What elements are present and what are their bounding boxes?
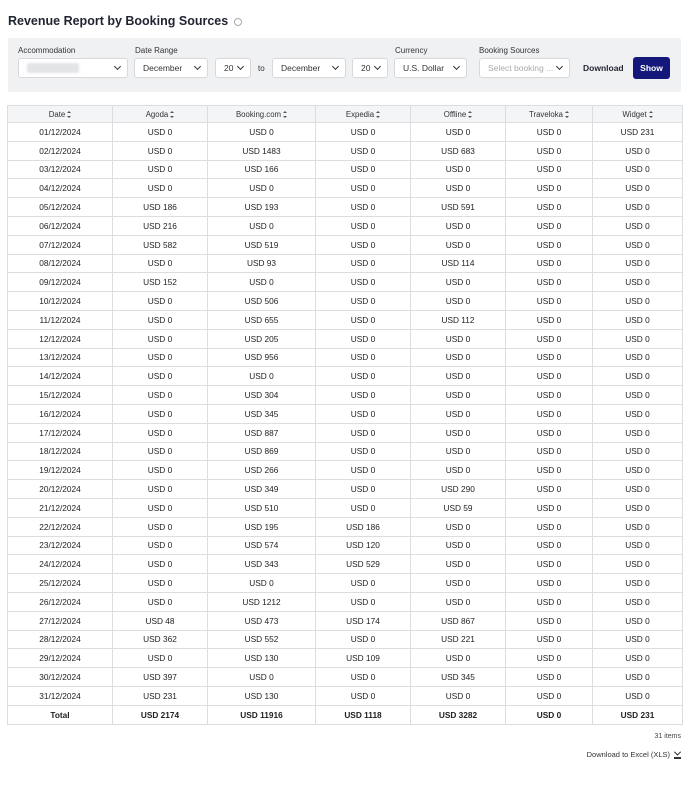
- table-cell: USD 0: [113, 348, 208, 367]
- table-cell: 18/12/2024: [8, 442, 113, 461]
- table-cell: USD 205: [208, 329, 316, 348]
- chevron-down-icon: [556, 63, 563, 70]
- table-cell: USD 0: [411, 367, 506, 386]
- table-cell: 12/12/2024: [8, 329, 113, 348]
- table-cell: 25/12/2024: [8, 574, 113, 593]
- table-cell: USD 869: [208, 442, 316, 461]
- table-cell: USD 0: [411, 423, 506, 442]
- table-cell: USD 130: [208, 649, 316, 668]
- table-cell: USD 0: [593, 442, 683, 461]
- date-range-label: Date Range: [135, 46, 178, 55]
- table-cell: USD 0: [593, 160, 683, 179]
- table-cell: USD 0: [506, 254, 593, 273]
- table-cell: USD 0: [113, 480, 208, 499]
- table-row: [8, 273, 683, 292]
- table-row: [8, 461, 683, 480]
- table-cell: USD 0: [113, 574, 208, 593]
- table-cell: 15/12/2024: [8, 386, 113, 405]
- table-cell: USD 0: [506, 536, 593, 555]
- table-row: [8, 404, 683, 423]
- table-cell: USD 0: [506, 517, 593, 536]
- table-cell: 22/12/2024: [8, 517, 113, 536]
- table-cell: 20/12/2024: [8, 480, 113, 499]
- table-cell: USD 0: [593, 235, 683, 254]
- column-header-date[interactable]: Date: [8, 106, 113, 123]
- table-cell: USD 109: [316, 649, 411, 668]
- table-cell: USD 0: [593, 329, 683, 348]
- table-cell: USD 0: [593, 649, 683, 668]
- table-cell: USD 0: [411, 517, 506, 536]
- table-cell: USD 266: [208, 461, 316, 480]
- table-cell: 21/12/2024: [8, 498, 113, 517]
- table-row: [8, 329, 683, 348]
- table-cell: USD 0: [593, 611, 683, 630]
- table-cell: USD 0: [593, 141, 683, 160]
- table-cell: 26/12/2024: [8, 592, 113, 611]
- table-cell: USD 193: [208, 198, 316, 217]
- table-row: [8, 254, 683, 273]
- table-cell: USD 345: [208, 404, 316, 423]
- table-cell: USD 0: [411, 536, 506, 555]
- table-cell: USD 290: [411, 480, 506, 499]
- table-cell: USD 0: [506, 668, 593, 687]
- table-cell: USD 0: [316, 574, 411, 593]
- table-cell: USD 0: [316, 386, 411, 405]
- table-cell: USD 221: [411, 630, 506, 649]
- table-cell: USD 0: [506, 216, 593, 235]
- chevron-down-icon: [114, 63, 121, 70]
- table-cell: USD 552: [208, 630, 316, 649]
- table-cell: USD 655: [208, 310, 316, 329]
- table-cell: USD 0: [506, 592, 593, 611]
- table-cell: USD 0: [506, 404, 593, 423]
- table-cell: USD 0: [113, 123, 208, 142]
- accommodation-select[interactable]: [18, 58, 128, 78]
- table-row: [8, 386, 683, 405]
- table-cell: 16/12/2024: [8, 404, 113, 423]
- table-cell: USD 0: [316, 310, 411, 329]
- table-cell: USD 0: [506, 141, 593, 160]
- table-cell: USD 0: [506, 386, 593, 405]
- booking-sources-select[interactable]: Select booking ...: [479, 58, 570, 78]
- table-row: [8, 179, 683, 198]
- table-cell: USD 0: [411, 273, 506, 292]
- table-cell: USD 0: [411, 123, 506, 142]
- table-cell: USD 0: [316, 461, 411, 480]
- table-cell: USD 0: [316, 273, 411, 292]
- table-cell: USD 0: [506, 310, 593, 329]
- table-cell: USD 0: [208, 668, 316, 687]
- table-cell: 13/12/2024: [8, 348, 113, 367]
- table-cell: USD 0: [593, 498, 683, 517]
- table-cell: USD 0: [113, 310, 208, 329]
- table-cell: USD 0: [411, 329, 506, 348]
- table-cell: USD 0: [593, 348, 683, 367]
- table-cell: USD 0: [411, 404, 506, 423]
- booking-sources-label: Booking Sources: [479, 46, 540, 55]
- table-cell: USD 0: [411, 160, 506, 179]
- column-header-booking-com[interactable]: Booking.com: [208, 106, 316, 123]
- show-button[interactable]: Show: [633, 57, 670, 79]
- table-cell: USD 0: [506, 480, 593, 499]
- table-row: [8, 686, 683, 705]
- table-cell: USD 0: [593, 592, 683, 611]
- table-cell: 30/12/2024: [8, 668, 113, 687]
- table-cell: USD 0: [316, 254, 411, 273]
- table-cell: 29/12/2024: [8, 649, 113, 668]
- table-cell: USD 0: [593, 574, 683, 593]
- table-cell: USD 0: [113, 442, 208, 461]
- table-cell: USD 0: [593, 423, 683, 442]
- table-cell: 04/12/2024: [8, 179, 113, 198]
- table-row: [8, 423, 683, 442]
- table-cell: USD 0: [593, 386, 683, 405]
- table-cell: USD 0: [593, 461, 683, 480]
- table-cell: USD 343: [208, 555, 316, 574]
- chevron-down-icon: [332, 63, 339, 70]
- table-cell: USD 152: [113, 273, 208, 292]
- table-cell: USD 0: [593, 480, 683, 499]
- table-cell: 27/12/2024: [8, 611, 113, 630]
- table-cell: 31/12/2024: [8, 686, 113, 705]
- table-cell: USD 0: [593, 254, 683, 273]
- table-cell: USD 0: [113, 517, 208, 536]
- table-cell: USD 0: [411, 574, 506, 593]
- to-year-select[interactable]: 20: [352, 58, 388, 78]
- table-cell: USD 0: [316, 179, 411, 198]
- currency-label: Currency: [395, 46, 428, 55]
- table-cell: USD 231: [593, 123, 683, 142]
- table-cell: USD 0: [113, 555, 208, 574]
- table-cell: USD 0: [506, 160, 593, 179]
- table-cell: USD 0: [316, 592, 411, 611]
- table-cell: USD 0: [208, 273, 316, 292]
- table-cell: 09/12/2024: [8, 273, 113, 292]
- table-cell: USD 0: [411, 179, 506, 198]
- table-cell: USD 0: [113, 292, 208, 311]
- table-row: [8, 574, 683, 593]
- accommodation-value-blurred: [27, 63, 79, 73]
- table-cell: USD 0: [113, 386, 208, 405]
- table-cell: USD 0: [411, 461, 506, 480]
- table-cell: USD 0: [316, 235, 411, 254]
- table-cell: USD 0: [411, 386, 506, 405]
- table-cell: USD 0: [113, 141, 208, 160]
- table-cell: USD 0: [113, 536, 208, 555]
- table-cell: USD 0: [316, 123, 411, 142]
- table-cell: USD 0: [411, 442, 506, 461]
- sort-icon[interactable]: [649, 111, 653, 118]
- table-cell: USD 0: [411, 216, 506, 235]
- total-cell: USD 3282: [411, 705, 506, 724]
- table-cell: USD 231: [113, 686, 208, 705]
- total-cell: USD 231: [593, 705, 683, 724]
- table-cell: USD 0: [593, 404, 683, 423]
- table-cell: 03/12/2024: [8, 160, 113, 179]
- table-cell: USD 0: [208, 574, 316, 593]
- table-cell: USD 0: [506, 649, 593, 668]
- table-cell: USD 112: [411, 310, 506, 329]
- total-cell: USD 0: [506, 705, 593, 724]
- column-header-expedia[interactable]: Expedia: [316, 106, 411, 123]
- info-icon[interactable]: [234, 18, 242, 26]
- table-cell: USD 0: [411, 292, 506, 311]
- table-cell: USD 216: [113, 216, 208, 235]
- table-cell: USD 120: [316, 536, 411, 555]
- table-cell: USD 130: [208, 686, 316, 705]
- table-cell: USD 59: [411, 498, 506, 517]
- table-cell: USD 0: [113, 160, 208, 179]
- table-row: [8, 498, 683, 517]
- table-cell: USD 0: [506, 630, 593, 649]
- table-cell: USD 0: [411, 235, 506, 254]
- revenue-table: [7, 105, 683, 725]
- table-cell: USD 0: [593, 179, 683, 198]
- table-cell: USD 0: [506, 574, 593, 593]
- table-cell: USD 0: [593, 555, 683, 574]
- table-cell: USD 0: [411, 348, 506, 367]
- table-cell: 10/12/2024: [8, 292, 113, 311]
- table-cell: USD 0: [506, 555, 593, 574]
- table-row: [8, 555, 683, 574]
- table-cell: USD 683: [411, 141, 506, 160]
- table-cell: USD 0: [113, 179, 208, 198]
- table-cell: USD 186: [113, 198, 208, 217]
- table-row: [8, 367, 683, 386]
- table-row: [8, 649, 683, 668]
- column-header-offline[interactable]: Offline: [411, 106, 506, 123]
- table-cell: 14/12/2024: [8, 367, 113, 386]
- table-cell: USD 0: [113, 423, 208, 442]
- table-cell: USD 0: [316, 686, 411, 705]
- table-cell: USD 0: [411, 686, 506, 705]
- table-cell: USD 0: [316, 630, 411, 649]
- table-row: [8, 235, 683, 254]
- table-cell: USD 867: [411, 611, 506, 630]
- table-cell: USD 186: [316, 517, 411, 536]
- table-row: [8, 630, 683, 649]
- table-cell: 05/12/2024: [8, 198, 113, 217]
- table-cell: USD 0: [506, 367, 593, 386]
- sort-icon[interactable]: [565, 111, 569, 118]
- table-cell: USD 174: [316, 611, 411, 630]
- table-cell: USD 0: [113, 404, 208, 423]
- table-cell: USD 0: [593, 367, 683, 386]
- table-row: [8, 198, 683, 217]
- filter-bar: [8, 38, 681, 92]
- table-cell: 11/12/2024: [8, 310, 113, 329]
- table-row: [8, 141, 683, 160]
- table-cell: USD 0: [208, 367, 316, 386]
- table-cell: USD 304: [208, 386, 316, 405]
- table-cell: USD 0: [593, 536, 683, 555]
- table-cell: USD 166: [208, 160, 316, 179]
- table-cell: USD 0: [506, 292, 593, 311]
- table-cell: USD 1212: [208, 592, 316, 611]
- table-cell: USD 0: [506, 686, 593, 705]
- table-cell: USD 0: [208, 123, 316, 142]
- total-cell: USD 11916: [208, 705, 316, 724]
- table-row: [8, 216, 683, 235]
- table-cell: USD 0: [593, 273, 683, 292]
- table-cell: USD 0: [506, 348, 593, 367]
- download-excel-link[interactable]: Download to Excel (XLS): [587, 750, 681, 759]
- table-cell: USD 0: [593, 310, 683, 329]
- table-cell: USD 114: [411, 254, 506, 273]
- table-cell: 24/12/2024: [8, 555, 113, 574]
- table-cell: USD 956: [208, 348, 316, 367]
- table-cell: USD 473: [208, 611, 316, 630]
- table-cell: USD 510: [208, 498, 316, 517]
- table-cell: USD 195: [208, 517, 316, 536]
- table-cell: USD 529: [316, 555, 411, 574]
- from-month-select[interactable]: December: [134, 58, 208, 78]
- column-header-widget[interactable]: Widget: [593, 106, 683, 123]
- table-cell: 02/12/2024: [8, 141, 113, 160]
- table-row: [8, 592, 683, 611]
- date-range-to-text: to: [258, 64, 265, 73]
- table-cell: USD 0: [316, 480, 411, 499]
- table-cell: USD 48: [113, 611, 208, 630]
- from-year-select[interactable]: 20: [215, 58, 251, 78]
- table-cell: USD 349: [208, 480, 316, 499]
- table-cell: USD 0: [316, 498, 411, 517]
- table-cell: 19/12/2024: [8, 461, 113, 480]
- table-row: [8, 517, 683, 536]
- table-cell: USD 0: [506, 423, 593, 442]
- chevron-down-icon: [453, 63, 460, 70]
- table-cell: USD 0: [506, 611, 593, 630]
- table-cell: USD 0: [316, 141, 411, 160]
- table-cell: USD 0: [316, 329, 411, 348]
- table-row: [8, 310, 683, 329]
- currency-select[interactable]: U.S. Dollar: [394, 58, 467, 78]
- sort-icon[interactable]: [283, 111, 287, 118]
- table-row: [8, 442, 683, 461]
- table-cell: USD 0: [113, 329, 208, 348]
- total-cell: Total: [8, 705, 113, 724]
- table-row: [8, 611, 683, 630]
- table-cell: USD 0: [316, 442, 411, 461]
- table-cell: USD 0: [411, 592, 506, 611]
- table-row: [8, 348, 683, 367]
- table-cell: USD 0: [316, 198, 411, 217]
- table-row: [8, 668, 683, 687]
- table-row: [8, 292, 683, 311]
- table-row: [8, 536, 683, 555]
- table-cell: 07/12/2024: [8, 235, 113, 254]
- table-cell: 01/12/2024: [8, 123, 113, 142]
- table-cell: USD 0: [411, 555, 506, 574]
- table-cell: USD 582: [113, 235, 208, 254]
- table-cell: USD 0: [316, 404, 411, 423]
- table-cell: USD 0: [506, 198, 593, 217]
- chevron-down-icon: [194, 63, 201, 70]
- table-cell: USD 0: [593, 630, 683, 649]
- chevron-down-icon: [237, 63, 244, 70]
- table-cell: 23/12/2024: [8, 536, 113, 555]
- table-cell: 08/12/2024: [8, 254, 113, 273]
- table-cell: 17/12/2024: [8, 423, 113, 442]
- sort-icon[interactable]: [468, 111, 472, 118]
- table-cell: USD 0: [593, 686, 683, 705]
- table-cell: 06/12/2024: [8, 216, 113, 235]
- sort-icon[interactable]: [170, 111, 174, 118]
- table-cell: USD 0: [506, 123, 593, 142]
- table-cell: USD 0: [208, 179, 316, 198]
- table-cell: USD 0: [506, 329, 593, 348]
- table-cell: USD 0: [593, 198, 683, 217]
- table-cell: USD 0: [506, 442, 593, 461]
- table-cell: USD 0: [506, 179, 593, 198]
- table-cell: USD 362: [113, 630, 208, 649]
- table-cell: USD 0: [316, 292, 411, 311]
- table-cell: USD 0: [208, 216, 316, 235]
- table-cell: USD 0: [316, 216, 411, 235]
- total-row: [8, 705, 683, 724]
- table-cell: USD 0: [113, 592, 208, 611]
- table-cell: USD 0: [593, 668, 683, 687]
- table-cell: USD 0: [316, 423, 411, 442]
- table-cell: USD 345: [411, 668, 506, 687]
- total-cell: USD 2174: [113, 705, 208, 724]
- page-title: Revenue Report by Booking Sources: [8, 14, 242, 28]
- table-cell: USD 1483: [208, 141, 316, 160]
- download-icon: [674, 751, 681, 759]
- table-cell: USD 0: [506, 461, 593, 480]
- table-cell: USD 0: [316, 348, 411, 367]
- sort-icon[interactable]: [376, 111, 380, 118]
- table-row: [8, 160, 683, 179]
- column-header-traveloka[interactable]: Traveloka: [506, 106, 593, 123]
- column-header-agoda[interactable]: Agoda: [113, 106, 208, 123]
- table-cell: USD 0: [113, 649, 208, 668]
- table-cell: USD 0: [593, 517, 683, 536]
- table-cell: USD 0: [593, 292, 683, 311]
- total-cell: USD 1118: [316, 705, 411, 724]
- sort-icon[interactable]: [67, 111, 71, 118]
- download-button[interactable]: Download: [583, 63, 624, 73]
- table-cell: USD 0: [411, 649, 506, 668]
- table-cell: USD 93: [208, 254, 316, 273]
- chevron-down-icon: [374, 63, 381, 70]
- table-cell: USD 0: [113, 461, 208, 480]
- table-cell: USD 591: [411, 198, 506, 217]
- table-cell: USD 574: [208, 536, 316, 555]
- table-cell: USD 0: [113, 498, 208, 517]
- table-cell: USD 0: [316, 160, 411, 179]
- table-cell: USD 887: [208, 423, 316, 442]
- table-cell: USD 0: [506, 498, 593, 517]
- table-cell: USD 519: [208, 235, 316, 254]
- table-cell: USD 0: [113, 254, 208, 273]
- accommodation-label: Accommodation: [18, 46, 76, 55]
- table-cell: USD 0: [113, 367, 208, 386]
- table-cell: USD 506: [208, 292, 316, 311]
- table-cell: 28/12/2024: [8, 630, 113, 649]
- to-month-select[interactable]: December: [272, 58, 346, 78]
- table-cell: USD 0: [316, 668, 411, 687]
- table-cell: USD 397: [113, 668, 208, 687]
- table-cell: USD 0: [506, 273, 593, 292]
- table-row: [8, 480, 683, 499]
- table-cell: USD 0: [316, 367, 411, 386]
- items-count: 31 items: [654, 733, 681, 740]
- table-row: [8, 123, 683, 142]
- table-cell: USD 0: [506, 235, 593, 254]
- table-cell: USD 0: [593, 216, 683, 235]
